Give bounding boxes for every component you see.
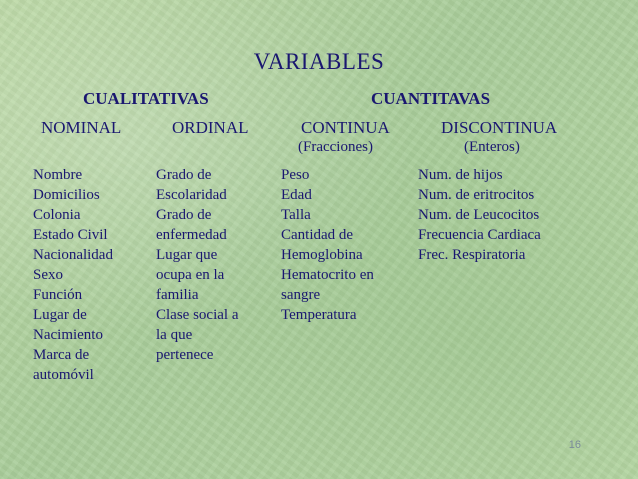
list-item: Función	[33, 287, 83, 303]
list-item: sangre	[281, 287, 321, 303]
list-item: Nacimiento	[33, 327, 103, 343]
list-item: Grado de	[156, 167, 212, 183]
list-item: Talla	[281, 207, 311, 223]
list-item: Marca de	[33, 347, 90, 363]
discontinua-list	[418, 165, 541, 265]
list-item: Nombre	[33, 167, 83, 183]
list-item: Lugar que	[156, 247, 218, 263]
list-item: Frecuencia Cardiaca	[418, 227, 541, 243]
page-number: 16	[568, 439, 581, 451]
category-continua-sub: (Fracciones)	[298, 139, 373, 155]
list-item: Hematocrito en	[281, 267, 374, 283]
list-item: Colonia	[33, 207, 81, 223]
list-item: Escolaridad	[156, 187, 227, 203]
group-cualitativas: CUALITATIVAS	[83, 89, 209, 108]
category-nominal: NOMINAL	[41, 118, 122, 137]
category-discontinua-sub: (Enteros)	[464, 139, 520, 155]
list-item: la que	[156, 327, 193, 343]
category-continua: CONTINUA	[301, 118, 390, 137]
list-item: Num. de eritrocitos	[418, 187, 535, 203]
list-item: Lugar de	[33, 307, 87, 323]
list-item: Domicilios	[33, 187, 100, 203]
list-item: Sexo	[33, 267, 63, 283]
list-item: automóvil	[33, 367, 94, 383]
list-item: Edad	[281, 187, 312, 203]
category-ordinal: ORDINAL	[172, 118, 249, 137]
group-cuantitativas: CUANTITAVAS	[371, 89, 491, 108]
list-item: enfermedad	[156, 227, 227, 243]
list-item: Cantidad de	[281, 227, 354, 243]
list-item: Estado Civil	[33, 227, 108, 243]
category-discontinua: DISCONTINUA	[441, 118, 558, 137]
list-item: Clase social a	[156, 307, 239, 323]
ordinal-list	[156, 165, 238, 365]
list-item: Temperatura	[281, 307, 357, 323]
continua-list	[281, 165, 374, 325]
list-item: Nacionalidad	[33, 247, 113, 263]
list-item: pertenece	[156, 347, 214, 363]
list-item: Peso	[281, 167, 310, 183]
list-item: Frec. Respiratoria	[418, 247, 526, 263]
nominal-list	[33, 165, 113, 385]
slide-title: VARIABLES	[253, 49, 385, 74]
list-item: Num. de Leucocitos	[418, 207, 540, 223]
list-item: Hemoglobina	[281, 247, 363, 263]
list-item: ocupa en la	[156, 267, 225, 283]
list-item: Grado de	[156, 207, 212, 223]
list-item: familia	[156, 287, 199, 303]
list-item: Num. de hijos	[418, 167, 503, 183]
